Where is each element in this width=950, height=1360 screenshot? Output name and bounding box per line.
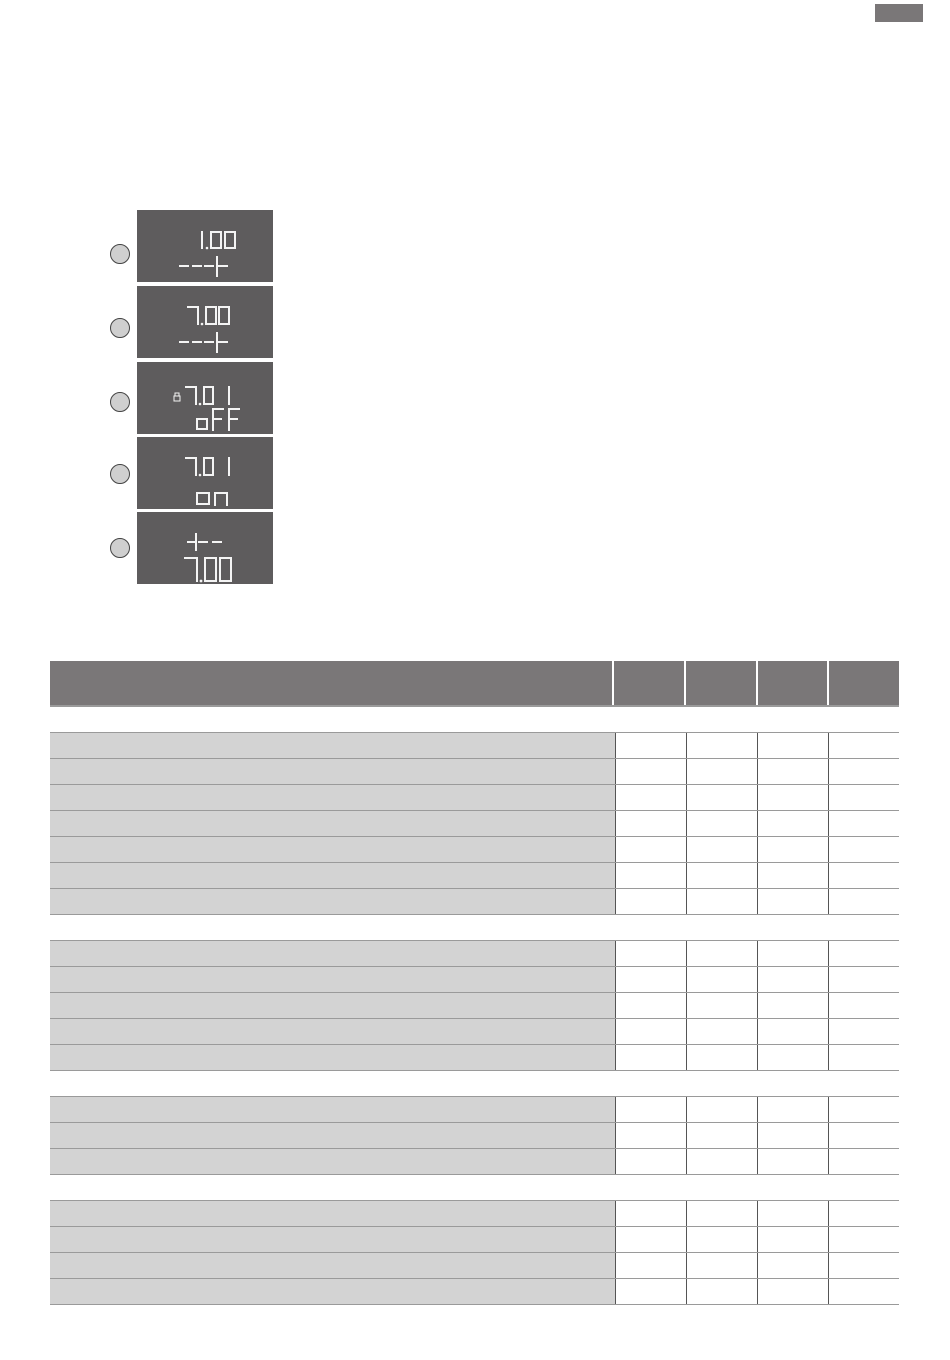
- lcd-display-2: [137, 286, 273, 358]
- lcd-screen-5: [137, 512, 273, 584]
- table-row: [50, 1253, 899, 1279]
- table-row: [50, 1097, 899, 1123]
- table-row: [50, 1149, 899, 1175]
- step-4-marker: [110, 464, 130, 484]
- table-row: [50, 785, 899, 811]
- table-row: [50, 1045, 899, 1071]
- group-spacer: [50, 915, 899, 940]
- lcd-screen-3: [137, 362, 273, 434]
- table-row: [50, 1019, 899, 1045]
- lcd-display-1: [137, 210, 273, 282]
- lcd-display-4: [137, 437, 273, 509]
- table-group-2: [50, 940, 899, 1071]
- table-row: [50, 811, 899, 837]
- step-3-marker: [110, 392, 130, 412]
- header-cell-col-1: [612, 661, 684, 705]
- group-spacer: [50, 707, 899, 732]
- settings-table: [50, 661, 899, 1305]
- table-header: [50, 661, 899, 707]
- table-row: [50, 967, 899, 993]
- lcd-display-3: [137, 362, 273, 434]
- step-2-marker: [110, 318, 130, 338]
- lcd-display-5: [137, 512, 273, 584]
- header-cell-col-3: [756, 661, 828, 705]
- language-tab: [875, 4, 923, 22]
- lcd-screen-4: [137, 437, 273, 509]
- table-row: [50, 993, 899, 1019]
- lock-icon: [174, 393, 180, 401]
- header-cell-description: [50, 661, 612, 705]
- table-group-1: [50, 732, 899, 915]
- header-cell-col-4: [827, 661, 899, 705]
- table-group-4: [50, 1200, 899, 1305]
- table-row: [50, 837, 899, 863]
- table-row: [50, 1123, 899, 1149]
- step-1-marker: [110, 244, 130, 264]
- table-row: [50, 1279, 899, 1305]
- header-cell-col-2: [684, 661, 756, 705]
- table-row: [50, 941, 899, 967]
- step-5-marker: [110, 538, 130, 558]
- table-group-3: [50, 1096, 899, 1175]
- group-spacer: [50, 1175, 899, 1200]
- lcd-screen-1: [137, 210, 273, 282]
- table-row: [50, 889, 899, 915]
- table-row: [50, 863, 899, 889]
- group-spacer: [50, 1071, 899, 1096]
- table-row: [50, 1201, 899, 1227]
- table-row: [50, 733, 899, 759]
- table-row: [50, 1227, 899, 1253]
- lcd-screen-2: [137, 286, 273, 358]
- table-row: [50, 759, 899, 785]
